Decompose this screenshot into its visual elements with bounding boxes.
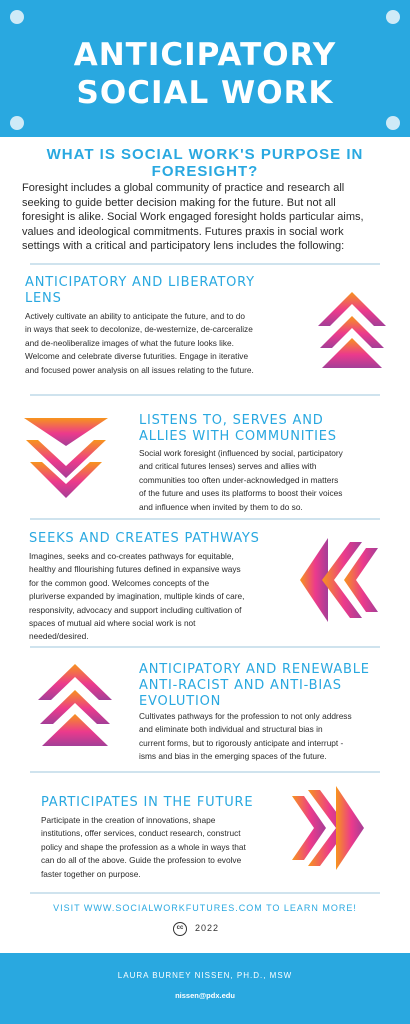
- text-line: Cultivates pathways for the profession to not only address: [139, 711, 352, 721]
- chevrons-up-icon: [318, 290, 386, 368]
- chevrons-left-icon: [300, 538, 378, 622]
- text-line: spaces of mutual aid where social work is not: [29, 618, 196, 629]
- section-title-line: LISTENS TO, SERVES AND: [139, 413, 324, 428]
- decor-dot: [10, 10, 24, 24]
- text-line: Social work foresight (influenced by social, participatory: [139, 448, 343, 458]
- intro-line: foresight is alike. Social Work engaged foresight holds particular aims,: [22, 211, 364, 224]
- divider: [30, 771, 380, 773]
- section-text: [139, 447, 401, 514]
- decor-dot: [10, 116, 24, 130]
- intro-line: settings with a critical and participatory lens includes the following:: [22, 240, 345, 253]
- intro-line: seeking to guide better decision making for the future. But not all: [22, 196, 336, 209]
- text-line: Imagines, seeks and co-creates pathways for equitable,: [29, 551, 234, 561]
- section-title: [139, 413, 404, 445]
- author-name: LAURA BURNEY NISSEN, PH.D., MSW: [117, 971, 293, 980]
- text-line: policy and shape the profession as a whole in ways that: [41, 841, 246, 852]
- section-title-line: ALLIES WITH COMMUNITIES: [139, 429, 337, 444]
- author-email[interactable]: nissen@pdx.edu: [175, 991, 235, 1000]
- title-line: ANTICIPATORY: [73, 37, 337, 73]
- creative-commons-icon: cc: [173, 922, 187, 936]
- section-title-line: SEEKS AND CREATES PATHWAYS: [29, 531, 260, 546]
- intro-paragraph: [22, 181, 388, 254]
- chevrons-down-icon: [24, 418, 108, 498]
- divider: [30, 646, 380, 648]
- text-line: institutions, offer services, conduct research, construct: [41, 828, 241, 839]
- text-line: faster together on purpose.: [41, 868, 141, 879]
- text-line: current forms, but to rigorously anticipate and interrupt -: [139, 737, 344, 748]
- chevrons-up-icon: [38, 662, 112, 746]
- divider: [30, 518, 380, 520]
- section-title-line: ANTICIPATORY AND LIBERATORY: [25, 275, 255, 290]
- text-line: communities too often under-acknowledged in matters: [139, 474, 339, 485]
- divider: [30, 394, 380, 396]
- page-title: [0, 36, 410, 112]
- divider: [30, 263, 380, 265]
- section-title: [41, 795, 301, 811]
- section-text: [41, 814, 291, 881]
- footer-banner: [0, 953, 410, 1024]
- text-line: pluriverse expanded by imagination, multiple kinds of care,: [29, 591, 245, 602]
- section-title-line: LENS: [25, 291, 62, 306]
- intro-title-line: FORESIGHT?: [151, 163, 259, 180]
- text-line: responsivity, advocacy and support including cultivation of: [29, 604, 242, 615]
- intro-line: Foresight includes a global community of practice and research all: [22, 182, 345, 194]
- intro-title: [40, 146, 370, 180]
- website-link[interactable]: VISIT WWW.SOCIALWORKFUTURES.COM TO LEARN MORE!: [53, 903, 357, 913]
- text-line: and focused power analysis on all issues relating to the future.: [25, 364, 254, 375]
- text-line: and eliminate both individual and structural bias in: [139, 724, 323, 735]
- section-title-line: ANTICIPATORY AND RENEWABLE: [139, 662, 370, 677]
- section-text: [25, 310, 315, 377]
- chevrons-right-icon: [292, 786, 364, 870]
- text-line: and critical futures lenses) serves and allies with: [139, 461, 317, 472]
- title-line: SOCIAL WORK: [76, 75, 334, 111]
- section-title: [139, 662, 404, 710]
- text-line: and de-neoliberalize images of what the future looks like.: [25, 337, 234, 348]
- section-title-line: PARTICIPATES IN THE FUTURE: [41, 795, 254, 810]
- copyright-year: 2022: [195, 923, 220, 933]
- section-title-line: EVOLUTION: [139, 694, 222, 709]
- section-text: [29, 550, 301, 644]
- text-line: in ways that seek to decolonize, de-westernize, de-carceralize: [25, 324, 253, 335]
- text-line: for the common good. Welcomes concepts of the: [29, 577, 210, 588]
- section-title-line: ANTI-RACIST AND ANTI-BIAS: [139, 678, 342, 693]
- text-line: Participate in the creation of innovations, shape: [41, 815, 216, 825]
- text-line: Actively cultivate an ability to anticipate the future, and to do: [25, 311, 245, 321]
- decor-dot: [386, 116, 400, 130]
- text-line: Welcome and celebrate diverse futurities. Engage in iterative: [25, 351, 249, 362]
- intro-line: values and ideological commitments. Futures praxis in social work: [22, 225, 344, 238]
- intro-title-line: WHAT IS SOCIAL WORK'S PURPOSE IN: [46, 146, 364, 163]
- decor-dot: [386, 10, 400, 24]
- section-title: [29, 531, 319, 547]
- section-text: [139, 710, 407, 764]
- text-line: can do all of the above. Guide the profession to evolve: [41, 855, 242, 866]
- text-line: and influence when invited by them to do so.: [139, 501, 303, 512]
- section-title: [25, 275, 315, 307]
- header-banner: [0, 0, 410, 137]
- text-line: of the future and uses its platforms to boost their voices: [139, 488, 343, 499]
- text-line: healthy and fllourishing futures defined in expansive ways: [29, 564, 241, 575]
- divider: [30, 892, 380, 894]
- text-line: needed/desired.: [29, 631, 89, 642]
- text-line: isms and bias in the emerging spaces of the future.: [139, 751, 327, 762]
